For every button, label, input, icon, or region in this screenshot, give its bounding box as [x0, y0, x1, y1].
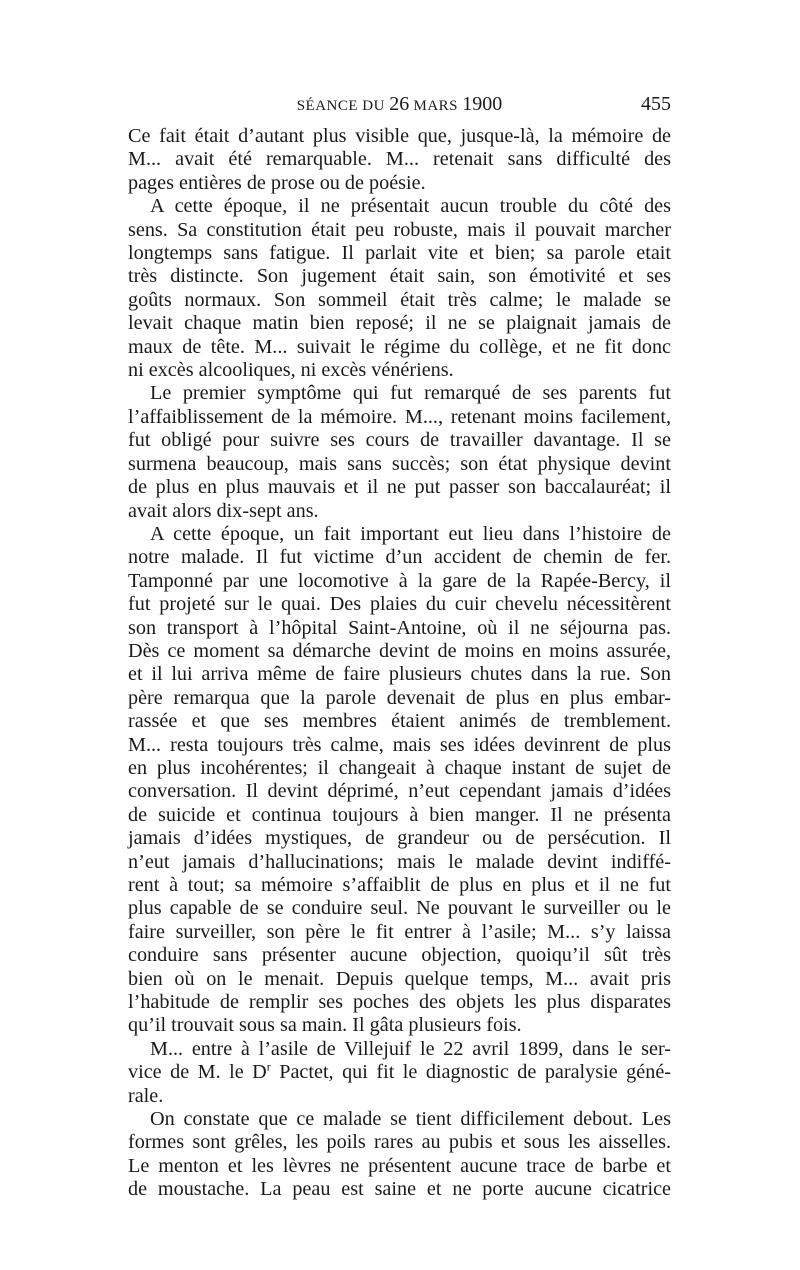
text-line: Le premier symptôme qui fut remarqué de ses parents fut [150, 382, 671, 405]
text-line: On constate que ce malade se tient difficilement debout. Les [150, 1108, 671, 1131]
running-title-year: 1900 [462, 93, 503, 115]
text-line: l’affaiblissement de la mémoire. M..., retenant moins facilement, [128, 405, 671, 428]
text-line: très distincte. Son jugement était sain, son émotivité et ses [128, 265, 671, 288]
running-title [128, 92, 671, 118]
text-line [128, 1061, 671, 1084]
superscript: r [266, 1059, 271, 1074]
text-line: n’eut jamais d’hallucinations; mais le malade devint indiffé- [128, 850, 671, 873]
text-line: rassée et que ses membres étaient animés de tremblement. [128, 710, 671, 733]
text-line: pages entières de prose ou de poésie. [128, 171, 426, 194]
text-line: bien où on le menait. Depuis quelque temps, M... avait pris [128, 967, 671, 990]
text-segment: Pactet, qui fit le diagnostic de paralysie géné- [270, 1061, 671, 1084]
text-line: A cette époque, un fait important eut lieu dans l’histoire de [150, 522, 671, 545]
text-line: de moustache. La peau est saine et ne porte aucune cicatrice [128, 1178, 671, 1201]
text-line: Le menton et les lèvres ne présentent aucune trace de barbe et [128, 1154, 671, 1177]
text-line: Ce fait était d’autant plus visible que, jusque-là, la mémoire de [128, 125, 671, 147]
page-body [128, 125, 671, 1202]
text-line: Dès ce moment sa démarche devint de moins en moins assurée, [128, 639, 671, 662]
text-line: jamais d’idées mystiques, de grandeur ou de persécution. Il [128, 827, 671, 850]
text-line: de plus en plus mauvais et il ne put passer son baccalauréat; il [128, 476, 671, 499]
text-line: son transport à l’hôpital Saint-Antoine, où il ne séjourna pas. [128, 616, 671, 639]
text-line: M... entre à l’asile de Villejuif le 22 avril 1899, dans le ser- [150, 1037, 671, 1060]
text-line: plus capable de se conduire seul. Ne pouvant le surveiller ou le [128, 897, 671, 920]
text-line: père remarqua que la parole devenait de plus en plus embar- [128, 686, 671, 709]
paragraph-4 [128, 523, 671, 1038]
text-line: conversation. Il devint déprimé, n’eut cependant jamais d’idées [128, 780, 671, 803]
text-line: formes sont grêles, les poils rares au pubis et sous les aisselles. [128, 1131, 671, 1154]
running-title-month: MARS [409, 98, 463, 114]
text-line: fut projeté sur le quai. Des plaies du cuir chevelu nécessitèrent [128, 593, 671, 616]
text-line: surmena beaucoup, mais sans succès; son état physique devint [128, 452, 671, 475]
text-line: fut obligé pour suivre ses cours de travailler davantage. Il se [128, 429, 671, 452]
text-line: levait chaque matin bien reposé; il ne se plaignait jamais de [128, 312, 671, 335]
text-line: et il lui arriva même de faire plusieurs chutes dans la rue. Son [128, 663, 671, 686]
paragraph-2 [128, 195, 671, 382]
text-line: ni excès alcooliques, ni excès vénériens. [128, 359, 454, 382]
text-line: M... resta toujours très calme, mais ses idées devinrent de plus [128, 733, 671, 756]
text-line: avait alors dix-sept ans. [128, 499, 319, 522]
paragraph-5 [128, 1038, 671, 1108]
text-line: sens. Sa constitution était peu robuste, mais il pouvait marcher [128, 218, 671, 241]
running-title-day: 26 [389, 93, 410, 115]
text-line: rale. [128, 1084, 164, 1107]
text-line: goûts normaux. Son sommeil était très calme; le malade se [128, 288, 671, 311]
text-line: A cette époque, il ne présentait aucun trouble du côté des [150, 195, 671, 218]
paragraph-6 [128, 1108, 671, 1202]
text-line: en plus incohérentes; il changeait à chaque instant de sujet de [128, 756, 671, 779]
text-line: qu’il trouvait sous sa main. Il gâta plusieurs fois. [128, 1014, 522, 1037]
text-line: Tamponné par une locomotive à la gare de la Rapée-Bercy, il [128, 569, 671, 592]
text-line: l’habitude de remplir ses poches des objets les plus disparates [128, 991, 671, 1014]
paragraph-3 [128, 382, 671, 522]
text-line: maux de tête. M... suivait le régime du collège, et ne fit donc [128, 335, 671, 358]
running-title-prefix: SÉANCE DU [296, 98, 390, 114]
text-line: notre malade. Il fut victime d’un accident de chemin de fer. [128, 546, 671, 569]
text-line: longtemps sans fatigue. Il parlait vite et bien; sa parole etait [128, 242, 671, 265]
text-segment: vice de M. le D [128, 1061, 267, 1084]
text-line: faire surveiller, son père le fit entrer à l’asile; M... s’y laissa [128, 920, 671, 943]
text-line: M... avait été remarquable. M... retenait sans difficulté des [128, 148, 671, 171]
text-line: rent à tout; sa mémoire s’affaiblit de plus en plus et il ne fut [128, 874, 671, 896]
text-line: de suicide et continua toujours à bien manger. Il ne présenta [128, 803, 671, 826]
text-line: conduire sans présenter aucune objection, quoiqu’il sût très [128, 944, 671, 967]
page-number: 455 [641, 93, 671, 115]
paragraph-1 [128, 125, 671, 195]
